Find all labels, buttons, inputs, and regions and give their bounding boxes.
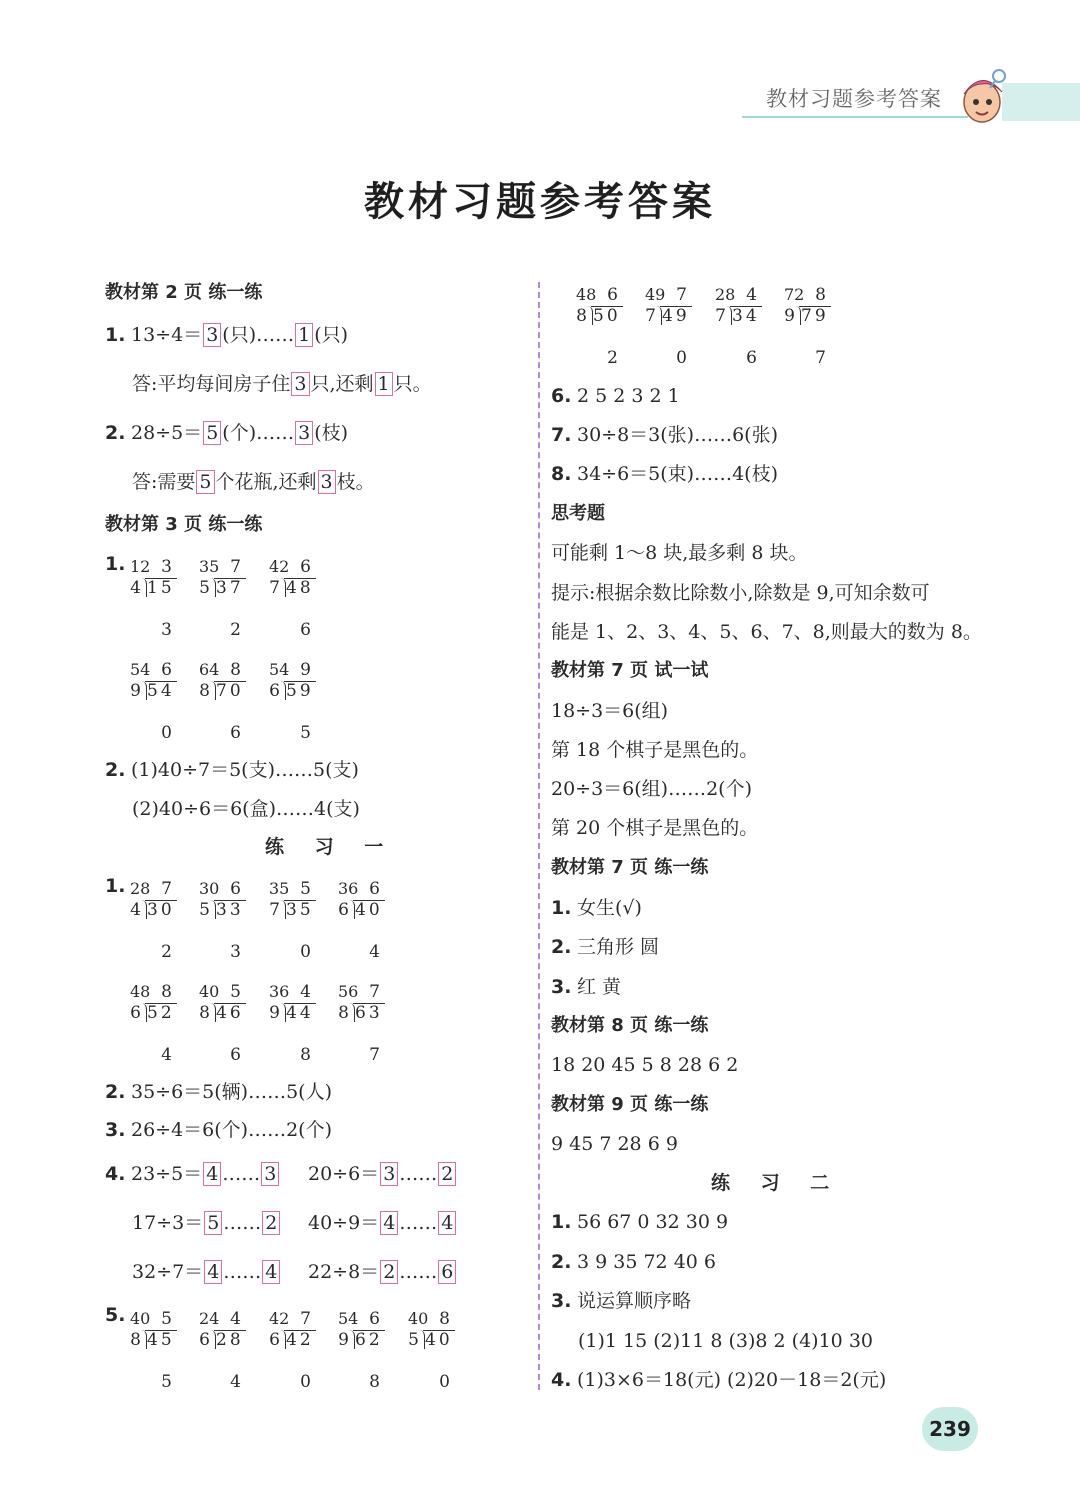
quotient: 6 [369, 1309, 380, 1329]
divisor: 6 [269, 681, 280, 701]
divisor: 8 [576, 306, 587, 326]
division-bracket [141, 681, 147, 700]
division-bracket [587, 306, 593, 325]
item-number: 3. [551, 976, 572, 998]
remainder: 4 [161, 1045, 172, 1065]
answer-line: (2)40÷6＝6(盒)……4(支) [132, 798, 360, 820]
division-bar [145, 578, 177, 580]
item-number: 1. [551, 1211, 572, 1233]
dividend: 37 [216, 578, 244, 598]
answer-box: 3 [203, 323, 221, 347]
division-bracket [795, 306, 801, 325]
remainder: 4 [369, 942, 380, 962]
item-number: 2. [105, 1081, 126, 1103]
remainder: 3 [161, 620, 172, 640]
mascot-icon [952, 62, 1012, 128]
division-bar [214, 1330, 246, 1332]
item-number: 1. [105, 875, 126, 897]
answer-box: 3 [295, 421, 313, 445]
dividend: 33 [216, 900, 244, 920]
division-bracket [210, 578, 216, 597]
answer-line: 答:平均每间房子住 3 只,还剩 1 只。 [132, 373, 432, 395]
product: 54 [130, 660, 151, 679]
division-bracket [210, 681, 216, 700]
answer-box: 4 [204, 1260, 222, 1284]
dividend: 34 [732, 306, 760, 326]
long-division [269, 879, 333, 963]
item-number: 8. [551, 463, 572, 485]
answer-line: 17÷3＝ 5 …… 2 [132, 1210, 281, 1236]
dividend: 45 [147, 1330, 175, 1350]
answer-line: 8. 34÷6＝5(束)……4(枝) [551, 463, 779, 485]
answer-line: 18 20 45 5 8 28 6 2 [551, 1054, 739, 1076]
divisor: 5 [199, 578, 210, 598]
dividend: 35 [286, 900, 314, 920]
division-bar [353, 1003, 385, 1005]
division-bracket [349, 1003, 355, 1022]
quotient: 6 [369, 879, 380, 899]
divisor: 8 [199, 681, 210, 701]
quotient: 7 [161, 879, 172, 899]
remainder: 2 [607, 348, 618, 368]
remainder: 7 [369, 1045, 380, 1065]
product: 54 [269, 660, 290, 679]
remainder: 5 [161, 1372, 172, 1392]
long-division [715, 285, 779, 369]
item-number: 5. [105, 1304, 126, 1326]
remainder: 6 [746, 348, 757, 368]
item-number: 1. [105, 324, 126, 346]
answer-line: 2. 28÷5＝ 5 (个)…… 3 (枝) [105, 422, 349, 444]
long-division [784, 285, 848, 369]
product: 36 [338, 879, 359, 898]
long-division [199, 982, 263, 1066]
divisor: 7 [269, 578, 280, 598]
answer-line: 第 20 个棋子是黑色的。 [551, 817, 759, 839]
quotient: 8 [815, 285, 826, 305]
division-bar [145, 900, 177, 902]
long-division [199, 879, 263, 963]
quotient: 7 [230, 557, 241, 577]
division-bracket [210, 1330, 216, 1349]
answer-line: 20÷6＝ 3 …… 2 [308, 1161, 457, 1187]
quotient: 5 [161, 1309, 172, 1329]
remainder: 6 [230, 1045, 241, 1065]
answer-line: 提示:根据余数比除数小,除数是 9,可知余数可 [551, 582, 930, 604]
dividend: 79 [801, 306, 829, 326]
divisor: 9 [784, 306, 795, 326]
answer-line: 2. 三角形 圆 [551, 936, 660, 958]
section-heading: 教材第 7 页 练一练 [551, 857, 709, 878]
dividend: 50 [593, 306, 621, 326]
answer-line: 3. 26÷4＝6(个)……2(个) [105, 1119, 333, 1141]
dividend: 42 [286, 1330, 314, 1350]
division-bar [145, 1003, 177, 1005]
product: 54 [338, 1309, 359, 1328]
section-heading: 教材第 9 页 练一练 [551, 1094, 709, 1115]
division-bracket [141, 1003, 147, 1022]
divisor: 7 [269, 900, 280, 920]
quotient: 7 [676, 285, 687, 305]
division-bracket [210, 1003, 216, 1022]
answer-line [105, 551, 131, 577]
quotient: 4 [300, 982, 311, 1002]
long-division [645, 285, 709, 369]
dividend: 15 [147, 578, 175, 598]
remainder: 5 [300, 723, 311, 743]
division-bar [145, 1330, 177, 1332]
answer-line: 22÷8＝ 2 …… 6 [308, 1259, 457, 1285]
division-bracket [280, 578, 286, 597]
item-number: 2. [105, 422, 126, 444]
quotient: 5 [230, 982, 241, 1002]
divisor: 6 [199, 1330, 210, 1350]
divisor: 9 [130, 681, 141, 701]
long-division [199, 1309, 263, 1393]
remainder: 0 [676, 348, 687, 368]
remainder: 8 [369, 1372, 380, 1392]
divisor: 4 [130, 578, 141, 598]
product: 40 [408, 1309, 429, 1328]
division-bar [284, 681, 316, 683]
long-division [576, 285, 640, 369]
answer-line: 1. 13÷4＝ 3 (只)…… 1 (只) [105, 324, 349, 346]
product: 28 [130, 879, 151, 898]
product: 12 [130, 557, 151, 576]
division-bar [353, 1330, 385, 1332]
division-bar [214, 578, 246, 580]
remainder: 0 [300, 1372, 311, 1392]
product: 42 [269, 1309, 290, 1328]
product: 56 [338, 982, 359, 1001]
dividend: 63 [355, 1003, 383, 1023]
section-heading: 教材第 2 页 练一练 [105, 282, 263, 303]
division-bracket [349, 1330, 355, 1349]
product: 48 [130, 982, 151, 1001]
product: 49 [645, 285, 666, 304]
answer-line [105, 1302, 131, 1328]
answer-line: 2. (1)40÷7＝5(支)……5(支) [105, 759, 359, 781]
divisor: 4 [130, 900, 141, 920]
division-bar [145, 681, 177, 683]
dividend: 52 [147, 1003, 175, 1023]
long-division [269, 660, 333, 744]
remainder: 6 [300, 620, 311, 640]
dividend: 44 [286, 1003, 314, 1023]
remainder: 0 [161, 723, 172, 743]
item-number: 2. [551, 936, 572, 958]
product: 35 [199, 557, 220, 576]
division-bracket [726, 306, 732, 325]
division-bracket [419, 1330, 425, 1349]
answer-line: 7. 30÷8＝3(张)……6(张) [551, 424, 779, 446]
division-bar [423, 1330, 455, 1332]
answer-box: 2 [438, 1162, 456, 1186]
product: 40 [130, 1309, 151, 1328]
header-underline [742, 116, 968, 118]
quotient: 4 [230, 1309, 241, 1329]
long-division [269, 982, 333, 1066]
column-divider [538, 282, 540, 1390]
division-bar [214, 900, 246, 902]
quotient: 7 [300, 1309, 311, 1329]
answer-box: 3 [291, 372, 309, 396]
division-bracket [280, 1330, 286, 1349]
page-title: 教材习题参考答案 [364, 178, 716, 225]
answer-line: 1. 女生(√) [551, 897, 642, 919]
dividend: 30 [147, 900, 175, 920]
long-division [338, 982, 402, 1066]
answer-box: 3 [318, 470, 336, 494]
answer-box: 5 [203, 421, 221, 445]
answer-line: 4. (1)3×6＝18(元) (2)20－18＝2(元) [551, 1369, 887, 1391]
long-division [269, 557, 333, 641]
long-division [199, 660, 263, 744]
product: 36 [269, 982, 290, 1001]
division-bracket [141, 578, 147, 597]
dividend: 49 [662, 306, 690, 326]
exercise-heading: 练 习 一 [265, 836, 396, 858]
long-division [199, 557, 263, 641]
item-number: 7. [551, 424, 572, 446]
divisor: 9 [338, 1330, 349, 1350]
answer-line: 3. 说运算顺序略 [551, 1290, 692, 1312]
divisor: 9 [269, 1003, 280, 1023]
divisor: 6 [338, 900, 349, 920]
division-bracket [141, 1330, 147, 1349]
division-bracket [280, 681, 286, 700]
quotient: 7 [369, 982, 380, 1002]
divisor: 7 [715, 306, 726, 326]
answer-box: 1 [295, 323, 313, 347]
divisor: 5 [408, 1330, 419, 1350]
answer-line: 20÷3＝6(组)……2(个) [551, 778, 753, 800]
item-number: 2. [551, 1251, 572, 1273]
dividend: 46 [216, 1003, 244, 1023]
header-band [1002, 83, 1080, 121]
item-number: 3. [551, 1290, 572, 1312]
answer-box: 4 [262, 1260, 280, 1284]
division-bar [730, 306, 762, 308]
product: 64 [199, 660, 220, 679]
item-number: 6. [551, 385, 572, 407]
answer-line: (1)1 15 (2)11 8 (3)8 2 (4)10 30 [578, 1330, 873, 1352]
item-number: 1. [551, 897, 572, 919]
long-division [130, 557, 194, 641]
remainder: 4 [230, 1372, 241, 1392]
dividend: 54 [147, 681, 175, 701]
dividend: 59 [286, 681, 314, 701]
divisor: 8 [338, 1003, 349, 1023]
answer-line: 2. 3 9 35 72 40 6 [551, 1251, 716, 1273]
divisor: 5 [199, 900, 210, 920]
product: 40 [199, 982, 220, 1001]
division-bar [799, 306, 831, 308]
answer-line: 1. 56 67 0 32 30 9 [551, 1211, 729, 1233]
dividend: 62 [355, 1330, 383, 1350]
section-heading: 教材第 8 页 练一练 [551, 1015, 709, 1036]
section-heading: 教材第 3 页 练一练 [105, 514, 263, 535]
answer-line: 32÷7＝ 4 …… 4 [132, 1259, 281, 1285]
answer-box: 1 [375, 372, 393, 396]
quotient: 6 [161, 660, 172, 680]
product: 24 [199, 1309, 220, 1328]
dividend: 40 [425, 1330, 453, 1350]
product: 72 [784, 285, 805, 304]
dividend: 48 [286, 578, 314, 598]
answer-box: 3 [380, 1162, 398, 1186]
division-bar [214, 681, 246, 683]
item-number: 4. [551, 1369, 572, 1391]
product: 48 [576, 285, 597, 304]
division-bar [660, 306, 692, 308]
long-division [338, 1309, 402, 1393]
item-number: 4. [105, 1163, 126, 1185]
dividend: 70 [216, 681, 244, 701]
long-division [130, 660, 194, 744]
section-heading: 教材第 7 页 试一试 [551, 660, 709, 681]
answer-box: 4 [203, 1162, 221, 1186]
quotient: 8 [161, 982, 172, 1002]
remainder: 0 [300, 942, 311, 962]
quotient: 6 [230, 879, 241, 899]
item-number: 2. [105, 759, 126, 781]
division-bar [353, 900, 385, 902]
item-number: 1. [105, 553, 126, 575]
product: 35 [269, 879, 290, 898]
answer-line [105, 873, 131, 899]
division-bar [284, 900, 316, 902]
remainder: 3 [230, 942, 241, 962]
divisor: 8 [130, 1330, 141, 1350]
remainder: 2 [230, 620, 241, 640]
answer-line: 2. 35÷6＝5(辆)……5(人) [105, 1081, 333, 1103]
remainder: 6 [230, 723, 241, 743]
answer-line: 答:需要 5 个花瓶,还剩 3 枝。 [132, 471, 375, 493]
page-number: 239 [922, 1407, 978, 1451]
long-division [130, 879, 194, 963]
division-bracket [141, 900, 147, 919]
division-bracket [349, 900, 355, 919]
division-bar [591, 306, 623, 308]
quotient: 8 [439, 1309, 450, 1329]
dividend: 28 [216, 1330, 244, 1350]
product: 30 [199, 879, 220, 898]
answer-line: 3. 红 黄 [551, 976, 622, 998]
quotient: 3 [161, 557, 172, 577]
dividend: 40 [355, 900, 383, 920]
remainder: 8 [300, 1045, 311, 1065]
answer-line: 可能剩 1～8 块,最多剩 8 块。 [551, 542, 808, 564]
running-title: 教材习题参考答案 [766, 87, 942, 111]
answer-box: 3 [261, 1162, 279, 1186]
answer-line: 18÷3＝6(组) [551, 700, 669, 722]
quotient: 5 [300, 879, 311, 899]
division-bracket [210, 900, 216, 919]
remainder: 2 [161, 942, 172, 962]
answer-line: 9 45 7 28 6 9 [551, 1133, 678, 1155]
long-division [130, 1309, 194, 1393]
answer-line: 40÷9＝ 4 …… 4 [308, 1210, 457, 1236]
answer-line: 能是 1、2、3、4、5、6、7、8,则最大的数为 8。 [551, 621, 982, 643]
division-bar [284, 1330, 316, 1332]
divisor: 6 [269, 1330, 280, 1350]
division-bar [284, 578, 316, 580]
quotient: 4 [746, 285, 757, 305]
long-division [408, 1309, 472, 1393]
item-number: 3. [105, 1119, 126, 1141]
division-bar [284, 1003, 316, 1005]
answer-box: 6 [438, 1260, 456, 1284]
answer-box: 2 [262, 1211, 280, 1235]
exercise-heading: 练 习 二 [711, 1172, 842, 1194]
answer-box: 4 [380, 1211, 398, 1235]
answer-box: 5 [204, 1211, 222, 1235]
divisor: 7 [645, 306, 656, 326]
quotient: 9 [300, 660, 311, 680]
long-division [269, 1309, 333, 1393]
quotient: 6 [607, 285, 618, 305]
section-heading: 思考题 [551, 503, 605, 524]
product: 28 [715, 285, 736, 304]
division-bracket [656, 306, 662, 325]
answer-line: 第 18 个棋子是黑色的。 [551, 739, 759, 761]
quotient: 8 [230, 660, 241, 680]
quotient: 6 [300, 557, 311, 577]
divisor: 8 [199, 1003, 210, 1023]
answer-box: 2 [380, 1260, 398, 1284]
divisor: 6 [130, 1003, 141, 1023]
answer-box: 4 [438, 1211, 456, 1235]
answer-line: 4. 23÷5＝ 4 …… 3 [105, 1161, 280, 1187]
division-bracket [280, 900, 286, 919]
remainder: 7 [815, 348, 826, 368]
division-bar [214, 1003, 246, 1005]
long-division [338, 879, 402, 963]
remainder: 0 [439, 1372, 450, 1392]
long-division [130, 982, 194, 1066]
product: 42 [269, 557, 290, 576]
division-bracket [280, 1003, 286, 1022]
answer-line: 6. 2 5 2 3 2 1 [551, 385, 680, 407]
answer-box: 5 [196, 470, 214, 494]
